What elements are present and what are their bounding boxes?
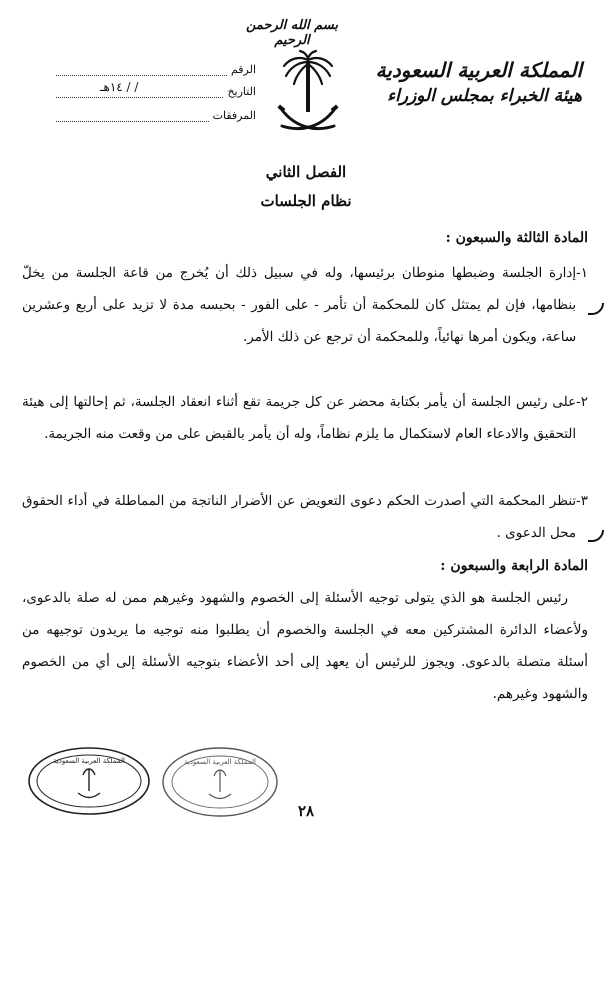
basmala: بسم الله الرحمن الرحيم	[246, 18, 338, 48]
page-number: ٢٨	[297, 802, 315, 820]
item-text: إدارة الجلسة وضبطها منوطان برئيسها، وله في سبيل ذلك أن يُخرج من قاعة الجلسة من يخلّ بنظامها، فإن لم يمتثل كان للمحكمة أن تأمر - على الفور - بحبسه مدة لا تزيد على أربع وعشرين ساعة، ويكون أمرها نهائياً، وللمحكمة أن ترجع عن ذلك الأمر.	[22, 265, 577, 345]
palm-swords-emblem-icon	[276, 48, 340, 138]
item-number: ٣-	[576, 493, 588, 509]
article-73-item-1	[22, 257, 588, 353]
article-73-heading: المادة الثالثة والسبعون :	[445, 230, 588, 246]
attachments-label: المرفقات	[212, 109, 256, 122]
article-73-item-2	[22, 386, 588, 450]
chapter-title: الفصل الثاني	[265, 163, 347, 181]
attachments-field	[56, 102, 256, 122]
article-74-heading: المادة الرابعة والسبعون :	[440, 558, 588, 574]
margin-mark-icon	[588, 530, 604, 542]
date-value: / / ١٤هـ	[100, 80, 139, 94]
date-field	[56, 78, 256, 98]
number-label: الرقم	[230, 63, 256, 76]
article-73-item-3	[22, 485, 588, 549]
seal-right-text: المملكة العربية السعودية	[184, 758, 256, 766]
item-number: ٢-	[576, 394, 588, 410]
item-text: تنظر المحكمة التي أصدرت الحكم دعوى التعويض عن الأضرار الناتجة من المماطلة في أداء الحقوق محل الدعوى .	[22, 493, 577, 541]
seal-left-text: المملكة العربية السعودية	[53, 757, 125, 765]
system-title: نظام الجلسات	[260, 192, 352, 210]
article-74-text: رئيس الجلسة هو الذي يتولى توجيه الأسئلة إلى الخصوم والشهود وغيرهم ممن له صلة بالدعوى، ولأعضاء الدائرة المشتركين معه في الجلسة والخصوم أن يطلبوا منه توجيه ما يريدون توجيهه من أسئلة متصلة بالدعوى. ويجوز للرئيس أن يعهد إلى أحد الأعضاء بتوجيه الأسئلة إلى أي من الخصوم والشهود وغيرهم.	[22, 590, 588, 702]
number-field	[56, 56, 256, 76]
attachments-dotted-line	[56, 109, 209, 122]
kingdom-name: المملكة العربية السعودية	[375, 58, 582, 82]
item-number: ١-	[576, 265, 588, 281]
date-dotted-line	[56, 85, 223, 98]
number-dotted-line	[56, 63, 227, 76]
date-label: التاريخ	[227, 85, 256, 98]
authority-name: هيئة الخبراء بمجلس الوزراء	[387, 86, 582, 106]
item-text: على رئيس الجلسة أن يأمر بكتابة محضر عن كل جريمة تقع أثناء انعقاد الجلسة، ثم إحالتها إلى هيئة التحقيق والادعاء العام لاستكمال ما يلزم نظاماً، وله أن يأمر بالقبض على من وقعت منه الجريمة.	[22, 394, 577, 442]
margin-mark-icon	[588, 303, 604, 315]
